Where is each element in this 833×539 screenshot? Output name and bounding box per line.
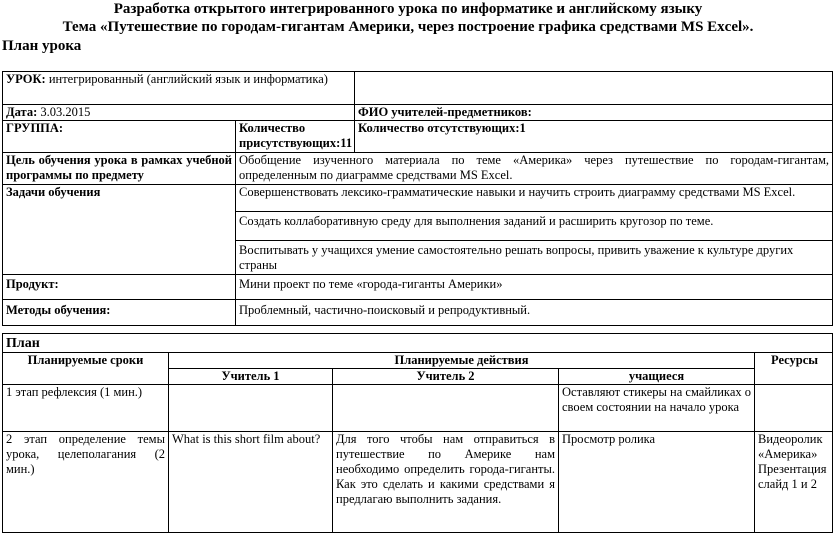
document-title: Разработка открытого интегрированного урока по информатике и английскому языку (113, 1, 703, 17)
col-actions-header: Планируемые действия (169, 353, 755, 369)
col-teacher1-header: Учитель 1 (169, 369, 333, 385)
task-item: Воспитывать у учащихся умение самостоятельно решать вопросы, привить уважение к культуре других страны (236, 241, 833, 275)
date-row (3, 105, 833, 121)
lesson-cell (3, 72, 355, 105)
teacher1-cell: What is this short film about? (169, 432, 333, 533)
teachers-label: ФИО учителей-предметников: (355, 105, 833, 121)
table-row (3, 385, 833, 432)
resources-cell: Видеоролик «Америка» Презентация слайд 1 и 2 (755, 432, 833, 533)
group-row (3, 121, 833, 153)
teacher2-cell (333, 385, 559, 432)
group-label: ГРУППА: (3, 121, 236, 153)
task-row (3, 185, 833, 212)
resources-cell (755, 385, 833, 432)
teacher1-cell (169, 385, 333, 432)
goal-value: Обобщение изученного материала по теме «Америка» через путешествие по городам-гигантам, определенным по диаграмме средствами MS Excel. (236, 153, 833, 185)
task-item: Создать коллаборативную среду для выполнения заданий и расширить кругозор по теме. (236, 212, 833, 241)
product-label: Продукт: (3, 275, 236, 300)
plan-header-row (3, 353, 833, 369)
col-students-header: учащиеся (559, 369, 755, 385)
col-terms-header: Планируемые сроки (3, 353, 169, 385)
product-row (3, 275, 833, 300)
lesson-value: интегрированный (английский язык и информатика) (45, 72, 328, 86)
students-cell: Оставляют стикеры на смайликах о своем состоянии на начало урока (559, 385, 755, 432)
date-cell (3, 105, 355, 121)
present-count: Количество присутствующих:11 (236, 121, 355, 153)
methods-row (3, 300, 833, 326)
date-value: 3.03.2015 (37, 105, 91, 119)
plan-heading: План (3, 334, 833, 353)
methods-label: Методы обучения: (3, 300, 236, 326)
methods-value: Проблемный, частично-поисковый и репродуктивный. (236, 300, 833, 326)
task-item: Совершенствовать лексико-грамматические навыки и научить строить диаграмму средствами MS Excel. (236, 185, 833, 212)
lesson-label: УРОК: (6, 72, 46, 86)
table-row (3, 432, 833, 533)
col-teacher2-header: Учитель 2 (333, 369, 559, 385)
absent-count: Количество отсутствующих:1 (355, 121, 833, 153)
date-label: Дата: (6, 105, 38, 119)
goal-label: Цель обучения урока в рамках учебной программы по предмету (3, 153, 236, 185)
product-value: Мини проект по теме «города-гиганты Америки» (236, 275, 833, 300)
lesson-info-table (2, 71, 833, 326)
students-cell: Просмотр ролика (559, 432, 755, 533)
lesson-topic: Тема «Путешествие по городам-гигантам Америки, через построение графика средствами MS Excel». (62, 19, 754, 35)
tasks-label: Задачи обучения (3, 185, 236, 275)
teacher2-cell: Для того чтобы нам отправиться в путешествие по Америке нам необходимо определить города-гиганты. Как это сделать и какими средствами я предлагаю выполнить задания. (333, 432, 559, 533)
lesson-row (3, 72, 833, 105)
lesson-plan-heading: План урока (2, 38, 82, 54)
stage-cell: 1 этап рефлексия (1 мин.) (3, 385, 169, 432)
plan-table (2, 333, 833, 533)
plan-heading-row (3, 334, 833, 353)
stage-cell: 2 этап определение темы урока, целеполагания (2 мин.) (3, 432, 169, 533)
goal-row (3, 153, 833, 185)
lesson-empty-cell (355, 72, 833, 105)
col-resources-header: Ресурсы (755, 353, 833, 385)
